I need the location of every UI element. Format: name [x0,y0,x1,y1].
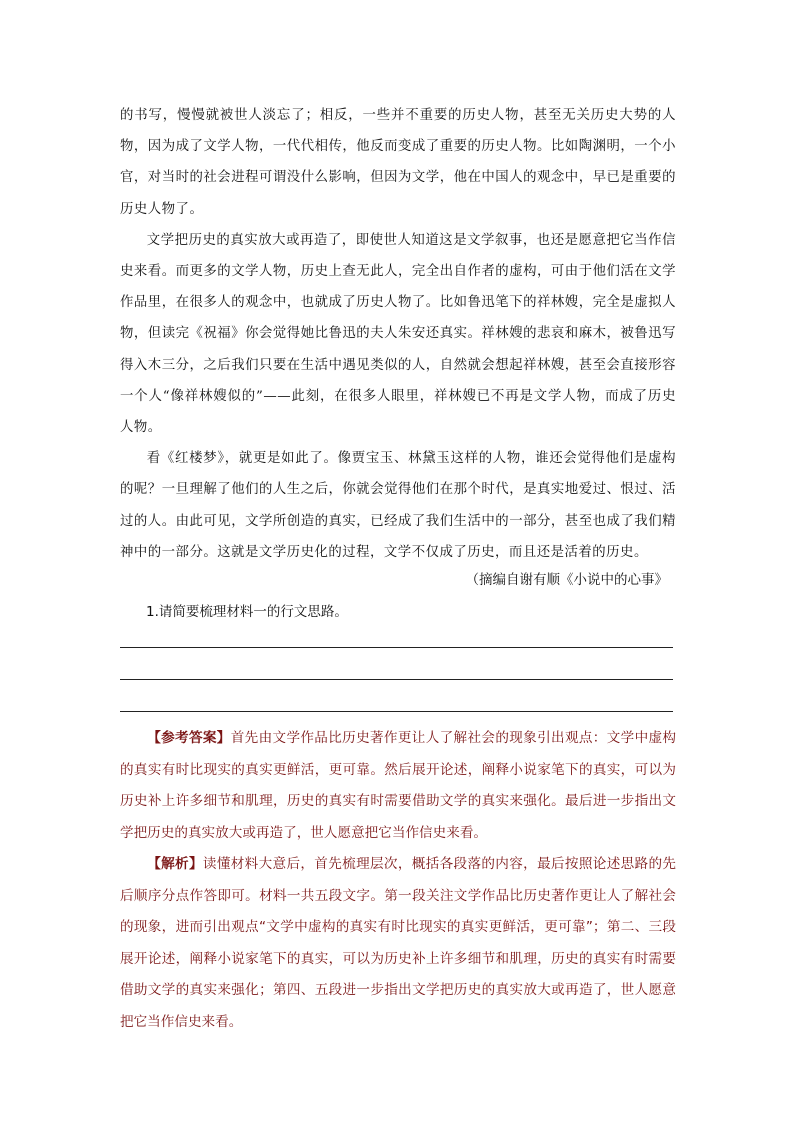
passage-text [120,100,676,568]
answer-line-3 [120,711,673,712]
reference-answer-tag: 【参考答案】 [147,730,231,746]
answer-analysis-section [120,723,676,1038]
passage-paragraph-2: 文学把历史的真实放大或再造了，即使世人知道这是文学叙事，也还是愿意把它当作信史来看。而更多的文学人物，历史上查无此人，完全出自作者的虚构，可由于他们活在文学作品里，在很多人的观念中，也就成了历史人物了。比如鲁迅笔下的祥林嫂，完全是虚拟人物，但读完《祝福》你会觉得她比鲁迅的夫人朱安还真实。祥林嫂的悲哀和麻木，被鲁迅写得入木三分，之后我们只要在生活中遇见类似的人，自然就会想起祥林嫂，甚至会直接形容一个人“像祥林嫂似的”——此刻，在很多人眼里，祥林嫂已不再是文学人物，而成了历史人物。 [120,232,676,436]
analysis-text: 读懂材料大意后，首先梳理层次，概括各段落的内容，最后按照论述思路的先后顺序分点作答即可。材料一共五段文字。第一段关注文学作品比历史著作更让人了解社会的现象，进而引出观点“文学中虚构的真实有时比现实的真实更鲜活，更可靠”；第二、三段展开论述，阐释小说家笔下的真实，可以为历史补上许多细节和肌理，历史的真实有时需要借助文学的真实来强化；第四、五段进一步指出文学把历史的真实放大或再造了，世人愿意把它当作信史来看。 [120,856,677,1030]
passage-paragraph-1: 的书写，慢慢就被世人淡忘了；相反，一些并不重要的历史人物，甚至无关历史大势的人物，因为成了文学人物，一代代相传，他反而变成了重要的历史人物。比如陶渊明，一个小官，对当时的社会进程可谓没什么影响，但因为文学，他在中国人的观念中，早已是重要的历史人物了。 [120,108,676,217]
answer-line-2 [120,679,673,680]
answer-line-1 [120,647,673,648]
analysis-paragraph [120,849,676,1038]
source-citation: （摘编自谢有顺《小说中的心事》 [465,572,668,588]
question-1: 1.请简要梳理材料一的行文思路。 [146,604,348,620]
reference-answer-text: 首先由文学作品比历史著作更让人了解社会的现象引出观点：文学中虚构的真实有时比现实的真实更鲜活，更可靠。然后展开论述，阐释小说家笔下的真实，可以为历史补上许多细节和肌理，历史的真实有时需要借助文学的真实来强化。最后进一步指出文学把历史的真实放大或再造了，世人愿意把它当作信史来看。 [120,730,677,841]
passage-paragraph-3: 看《红楼梦》，就更是如此了。像贾宝玉、林黛玉这样的人物，谁还会觉得他们是虚构的呢？一旦理解了他们的人生之后，你就会觉得他们在那个时代，是真实地爱过、恨过、活过的人。由此可见，文学所创造的真实，已经成了我们生活中的一部分，甚至也成了我们精神中的一部分。这就是文学历史化的过程，文学不仅成了历史，而且还是活着的历史。 [120,451,676,560]
analysis-tag: 【解析】 [147,856,203,872]
reference-answer [120,723,676,849]
